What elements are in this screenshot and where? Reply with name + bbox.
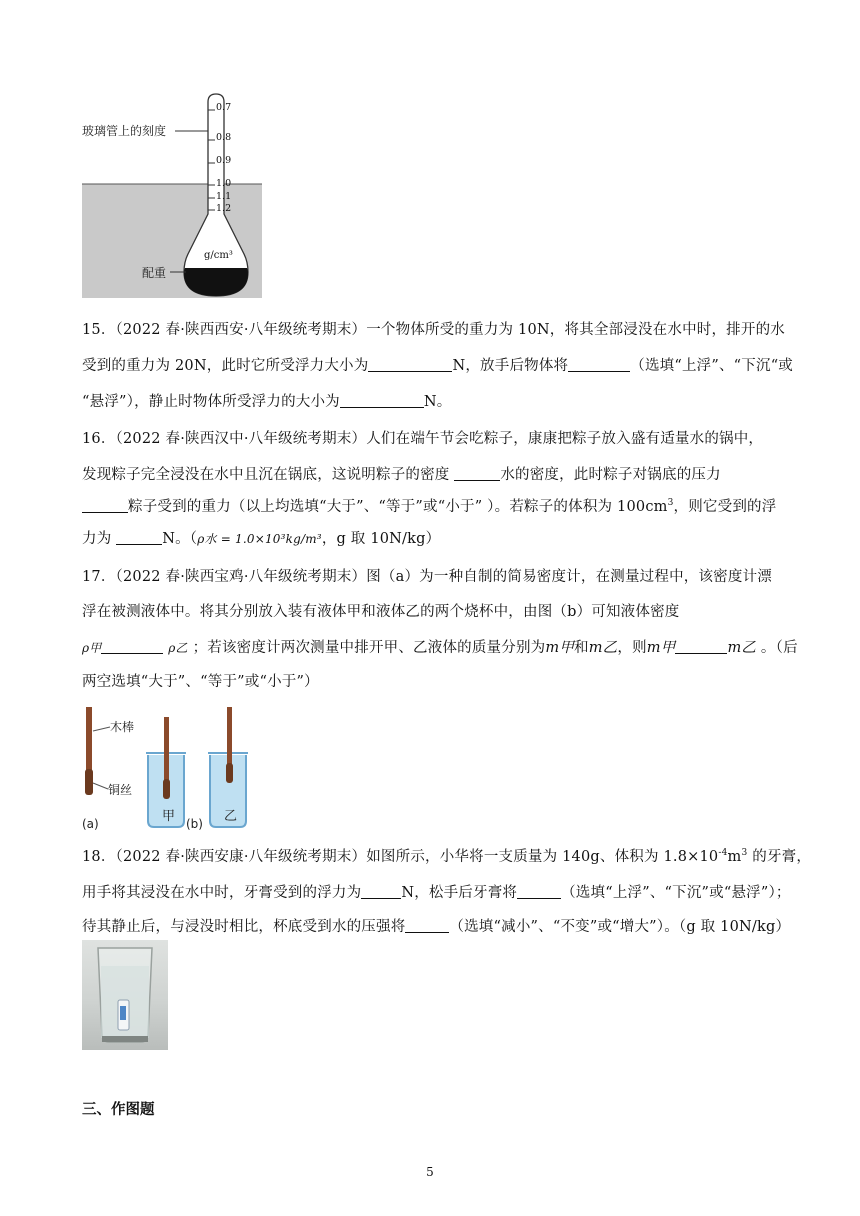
q17-line-4: 两空选填“大于”、“等于”或“小于”） [82, 674, 319, 690]
q16-line-3: 粽子受到的重力（以上均选填“大于”、“等于”或“小于” ）。若粽子的体积为 $100cm^3$，则它受到的浮 [82, 495, 776, 516]
answer-blank[interactable] [568, 357, 630, 372]
beakers-figure [82, 703, 282, 835]
q18-line-2: 用手将其浸没在水中时，牙膏受到的浮力为 N，松手后牙膏将 （选填“上浮”、“下沉”或“悬浮”）； [82, 885, 791, 901]
water-density-formula: ρ水 = 1.0×10³kg/m³ [197, 532, 322, 546]
page-number: 5 [426, 1165, 434, 1179]
hydrometer-tick-label: 0.8 [216, 132, 232, 143]
answer-blank[interactable] [454, 466, 500, 481]
q18-line-1: 18．（2022 春·陕西安康·八年级统考期末）如图所示，小华将一支质量为 140g、体积为 $1.8\times 10^{-4}m^3$ 的牙膏， [82, 848, 812, 865]
section-heading: 三、作图题 [82, 1101, 155, 1118]
hydrometer-tick-label: 1.2 [216, 203, 232, 214]
figure-a-label: (a) [82, 817, 99, 831]
wire-label: 铜丝 [108, 783, 133, 797]
hydrometer-tick-label: 0.7 [216, 102, 232, 113]
answer-blank[interactable] [116, 530, 162, 545]
liquid-jia-label: 甲 [162, 809, 176, 824]
stick-label: 木棒 [110, 720, 135, 734]
hydrometer-scale-label: 玻璃管上的刻度 [82, 124, 167, 138]
figure-b-label: (b) [186, 817, 203, 831]
q17-line-3: ρ甲 ρ乙 ；若该密度计两次测量中排开甲、乙液体的质量分别为m甲和m乙，则m甲 m乙 。（后 [82, 640, 798, 656]
q15-line-2: 受到的重力为 20N，此时它所受浮力大小为 N，放手后物体将 （选填“上浮”、“下沉“或 [82, 358, 794, 374]
q18-line-3: 待其静止后，与浸没时相比，杯底受到水的压强将 （选填“减小”、“不变”或“增大”）。（g 取 10N/kg） [82, 919, 791, 935]
hydrometer-figure [82, 90, 262, 298]
q16-line-4: 力为 N。（ρ水 = 1.0×10³kg/m³，g 取 10N/kg） [82, 531, 441, 547]
q15-line-3: “悬浮”），静止时物体所受浮力的大小为 N。 [82, 394, 452, 410]
answer-blank[interactable] [82, 498, 128, 513]
answer-blank[interactable] [405, 918, 449, 933]
liquid-yi-label: 乙 [224, 809, 238, 824]
q16-line-1: 16．（2022 春·陕西汉中·八年级统考期末）人们在端午节会吃粽子，康康把粽子放入盛有适量水的锅中， [82, 431, 764, 447]
toothpaste-glass-photo [82, 940, 168, 1050]
q16-line-2: 发现粽子完全浸没在水中且沉在锅底，这说明粽子的密度 水的密度，此时粽子对锅底的压力 [82, 467, 721, 483]
hydrometer-weight-label: 配重 [142, 266, 167, 280]
glass-icon [82, 940, 168, 1050]
q17-line-2: 浮在被测液体中。将其分别放入装有液体甲和液体乙的两个烧杯中，由图（b）可知液体密度 [82, 604, 680, 620]
hydrometer-tick-label: 0.9 [216, 155, 232, 166]
hydrometer-unit-label: g/cm³ [204, 250, 233, 261]
hydrometer-tick-label: 1.0 [216, 178, 232, 189]
hydrometer-tick-label: 1.1 [216, 191, 232, 202]
answer-blank[interactable] [361, 884, 401, 899]
answer-blank[interactable] [517, 884, 561, 899]
answer-blank[interactable] [675, 639, 727, 654]
q15-line-1: 15．（2022 春·陕西西安·八年级统考期末）一个物体所受的重力为 10N，将其全部浸没在水中时，排开的水 [82, 322, 785, 338]
q17-line-1: 17．（2022 春·陕西宝鸡·八年级统考期末）图（a）为一种自制的简易密度计，在测量过程中，该密度计漂 [82, 569, 772, 585]
answer-blank[interactable] [101, 639, 163, 654]
answer-blank[interactable] [340, 393, 424, 408]
answer-blank[interactable] [368, 357, 452, 372]
